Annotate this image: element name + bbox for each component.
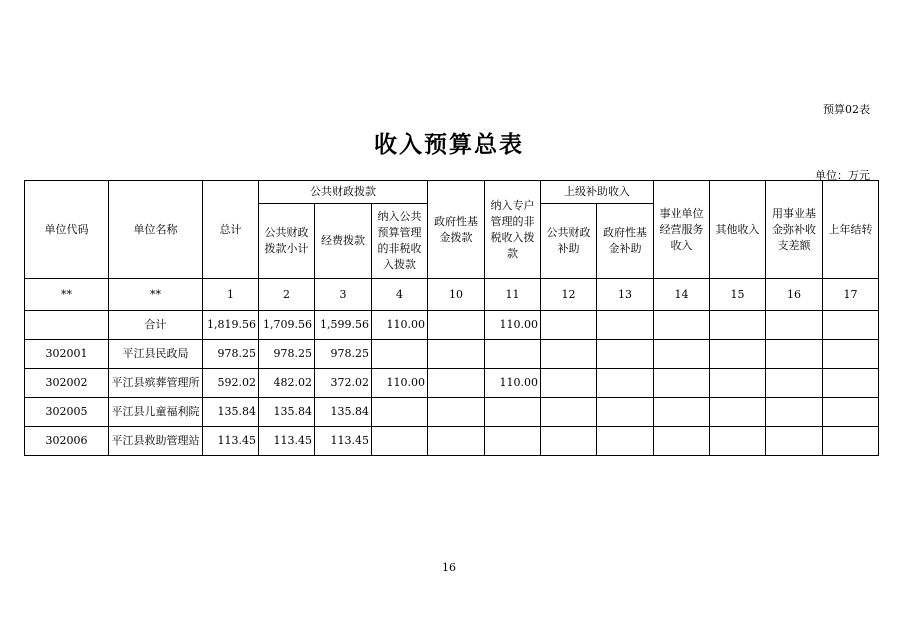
value-cell: 482.02 xyxy=(259,369,315,398)
value-cell xyxy=(766,340,823,369)
value-cell xyxy=(597,398,654,427)
col-header-carryover: 上年结转 xyxy=(823,181,879,279)
value-cell xyxy=(766,398,823,427)
value-cell xyxy=(766,369,823,398)
value-cell: 113.45 xyxy=(259,427,315,456)
form-number: 预算02表 xyxy=(823,103,870,116)
col-header-public-finance: 公共财政拨款 xyxy=(259,181,428,204)
value-cell: 113.45 xyxy=(315,427,372,456)
table-row xyxy=(25,340,879,369)
value-cell xyxy=(428,311,485,340)
value-cell xyxy=(485,340,541,369)
value-cell xyxy=(823,340,879,369)
value-cell: 110.00 xyxy=(372,369,428,398)
value-cell: 113.45 xyxy=(203,427,259,456)
value-cell: 135.84 xyxy=(315,398,372,427)
value-cell xyxy=(710,369,766,398)
value-cell xyxy=(428,340,485,369)
value-cell xyxy=(654,398,710,427)
col-header-unit-name: 单位名称 xyxy=(109,181,203,279)
page-title: 收入预算总表 xyxy=(374,131,524,158)
value-cell: 978.25 xyxy=(315,340,372,369)
value-cell xyxy=(541,398,597,427)
page-number: 16 xyxy=(442,561,456,574)
value-cell: 978.25 xyxy=(203,340,259,369)
value-cell: 1,709.56 xyxy=(259,311,315,340)
value-cell xyxy=(541,311,597,340)
value-cell xyxy=(766,311,823,340)
code-cell: 11 xyxy=(485,279,541,311)
value-cell xyxy=(654,311,710,340)
code-cell: 17 xyxy=(823,279,879,311)
value-cell xyxy=(428,369,485,398)
value-cell xyxy=(597,369,654,398)
value-cell: 1,819.56 xyxy=(203,311,259,340)
table-row xyxy=(25,427,879,456)
value-cell xyxy=(485,398,541,427)
code-cell: 2 xyxy=(259,279,315,311)
unit-label: 单位：万元 xyxy=(815,169,870,182)
value-cell xyxy=(541,427,597,456)
value-cell xyxy=(597,311,654,340)
col-header-pf-subtotal: 公共财政拨款小计 xyxy=(259,204,315,279)
unit-name-cell: 合计 xyxy=(109,311,203,340)
value-cell xyxy=(823,427,879,456)
value-cell: 372.02 xyxy=(315,369,372,398)
code-cell: ** xyxy=(25,279,109,311)
value-cell xyxy=(710,398,766,427)
code-cell: 3 xyxy=(315,279,372,311)
table-row xyxy=(25,398,879,427)
code-cell: 12 xyxy=(541,279,597,311)
value-cell xyxy=(654,427,710,456)
unit-code-cell: 302006 xyxy=(25,427,109,456)
unit-code-cell: 302005 xyxy=(25,398,109,427)
value-cell: 592.02 xyxy=(203,369,259,398)
code-cell: 1 xyxy=(203,279,259,311)
code-cell: 14 xyxy=(654,279,710,311)
value-cell xyxy=(710,340,766,369)
value-cell xyxy=(710,311,766,340)
value-cell xyxy=(823,311,879,340)
value-cell xyxy=(428,398,485,427)
value-cell xyxy=(541,340,597,369)
col-header-nontax-public: 纳入公共预算管理的非税收入拨款 xyxy=(372,204,428,279)
col-header-nontax-special: 纳入专户管理的非税收入拨款 xyxy=(485,181,541,279)
value-cell xyxy=(372,340,428,369)
header-row-1 xyxy=(25,181,879,204)
col-header-gov-fund-subsidy: 政府性基金补助 xyxy=(597,204,654,279)
unit-name-cell: 平江县民政局 xyxy=(109,340,203,369)
unit-name-cell: 平江县救助管理站 xyxy=(109,427,203,456)
code-cell: 10 xyxy=(428,279,485,311)
value-cell: 1,599.56 xyxy=(315,311,372,340)
unit-code-cell: 302001 xyxy=(25,340,109,369)
value-cell xyxy=(597,427,654,456)
code-cell: 4 xyxy=(372,279,428,311)
value-cell xyxy=(654,369,710,398)
table-row xyxy=(25,311,879,340)
value-cell xyxy=(654,340,710,369)
unit-code-cell: 302002 xyxy=(25,369,109,398)
value-cell xyxy=(823,369,879,398)
value-cell xyxy=(766,427,823,456)
value-cell: 135.84 xyxy=(203,398,259,427)
value-cell: 978.25 xyxy=(259,340,315,369)
value-cell xyxy=(597,340,654,369)
col-header-fund-offset: 用事业基金弥补收支差额 xyxy=(766,181,823,279)
income-budget-table xyxy=(24,180,879,456)
table-row xyxy=(25,369,879,398)
col-header-unit-code: 单位代码 xyxy=(25,181,109,279)
code-cell: 13 xyxy=(597,279,654,311)
code-cell: 15 xyxy=(710,279,766,311)
code-cell: 16 xyxy=(766,279,823,311)
unit-name-cell: 平江县殡葬管理所 xyxy=(109,369,203,398)
value-cell: 110.00 xyxy=(485,311,541,340)
col-header-gov-fund: 政府性基金拨款 xyxy=(428,181,485,279)
unit-name-cell: 平江县儿童福利院 xyxy=(109,398,203,427)
col-header-total: 总计 xyxy=(203,181,259,279)
col-header-public-subsidy: 公共财政补助 xyxy=(541,204,597,279)
value-cell xyxy=(541,369,597,398)
value-cell xyxy=(823,398,879,427)
value-cell: 110.00 xyxy=(372,311,428,340)
value-cell: 135.84 xyxy=(259,398,315,427)
unit-code-cell xyxy=(25,311,109,340)
col-header-superior-subsidy: 上级补助收入 xyxy=(541,181,654,204)
value-cell xyxy=(372,427,428,456)
code-row xyxy=(25,279,879,311)
value-cell xyxy=(372,398,428,427)
value-cell xyxy=(485,427,541,456)
code-cell: ** xyxy=(109,279,203,311)
col-header-biz-service: 事业单位经营服务收入 xyxy=(654,181,710,279)
col-header-other-income: 其他收入 xyxy=(710,181,766,279)
value-cell: 110.00 xyxy=(485,369,541,398)
col-header-funding: 经费拨款 xyxy=(315,204,372,279)
value-cell xyxy=(428,427,485,456)
value-cell xyxy=(710,427,766,456)
